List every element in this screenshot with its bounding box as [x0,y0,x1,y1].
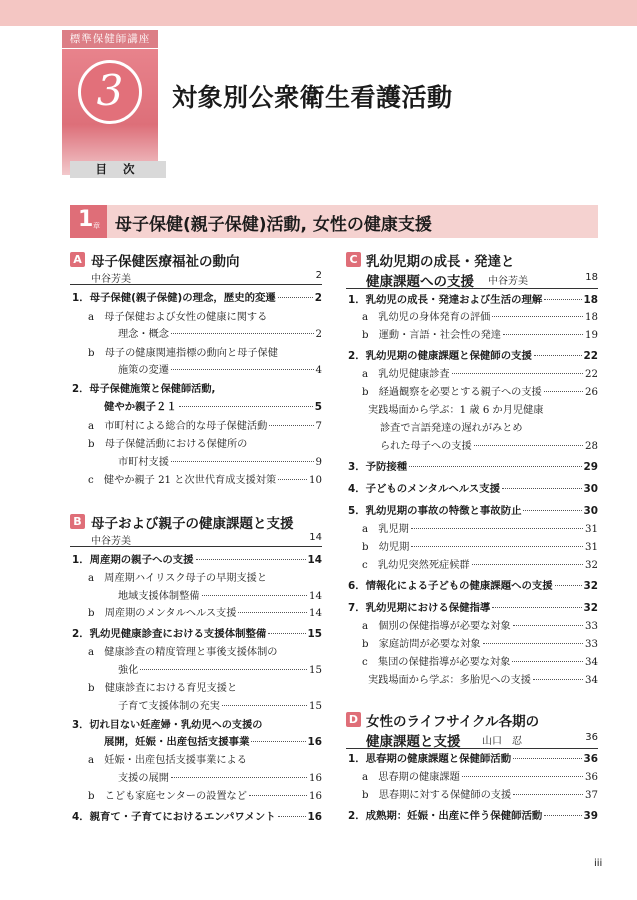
section-a-author: 中谷芳美 [91,274,131,285]
toc-entry[interactable] [118,363,322,378]
entry-text: a 市町村による総合的な母子保健活動 [88,421,268,432]
leader-dots [411,528,583,529]
entry-page: 10 [309,475,322,486]
leader-dots [512,661,583,662]
entry-page: 18 [583,294,598,306]
leader-dots [278,479,307,480]
leader-dots [171,369,314,370]
leader-dots [411,546,583,547]
entry-page: 34 [585,657,598,668]
entry-text: 1．思春期の健康課題と保健師活動 [348,753,512,765]
leader-dots [534,355,582,356]
entry-text: c 集団の保健指導が必要な対象 [362,657,511,668]
entry-page: 30 [583,505,598,517]
entry-page: 22 [583,350,598,362]
toc-entry[interactable] [348,482,598,497]
toc-entry[interactable] [88,419,322,434]
leader-dots [140,669,307,670]
section-d-title-line2: 健康課題と支援 [366,734,461,750]
section-c-title-line1: 乳幼児期の成長・発達と [366,254,515,270]
entry-page: 14 [307,554,322,566]
toc-entry-line: b 母子の健康関連指標の動向と母子保健 [88,348,278,359]
leader-dots [523,510,581,511]
leader-dots [171,461,314,462]
book-title: 対象別公衆衛生看護活動 [172,83,453,112]
entry-page: 31 [585,542,598,553]
toc-entry-line: 3．切れ目ない妊産婦・乳幼児への支援の [72,720,263,731]
leader-dots [171,333,314,334]
entry-text: 健やか親子２１ [104,401,177,413]
entry-page: 32 [583,602,598,614]
entry-page: 2 [315,329,322,340]
section-a-badge: A [70,252,85,267]
leader-dots [472,564,583,565]
toc-entry[interactable] [118,455,322,470]
toc-entry[interactable] [348,349,598,364]
leader-dots [268,633,305,634]
entry-text: a 乳幼児健康診査 [362,369,450,380]
section-d-badge: D [346,712,361,727]
page-folio: iii [594,858,603,869]
toc-entry[interactable] [348,293,598,308]
toc-entry[interactable] [104,735,322,750]
leader-dots [202,595,308,596]
entry-text: 4．親育て・子育てにおけるエンパワメント [72,811,276,823]
toc-entry[interactable] [380,439,598,454]
entry-page: 29 [583,461,598,473]
entry-text: b 思春期に対する保健師の支援 [362,790,512,801]
section-a-rule [70,284,322,285]
section-d-author: 山口 忍 [482,736,522,747]
toc-entry-line: a 健康診査の精度管理と事後支援体制の [88,647,278,658]
toc-entry[interactable] [118,663,322,678]
toc-entry[interactable] [88,606,322,621]
toc-entry[interactable] [118,771,322,786]
section-b-badge: B [70,514,85,529]
section-b-rule [70,546,322,547]
entry-text: 5．乳幼児期の事故の特徴と事故防止 [348,505,522,517]
entry-page: 2 [314,292,322,304]
toc-entry[interactable] [72,627,322,642]
toc-entry[interactable] [362,558,598,573]
section-c-badge: C [346,252,361,267]
entry-page: 28 [585,441,598,452]
entry-text: a 個別の保健指導が必要な対象 [362,621,511,632]
leader-dots [238,612,307,613]
toc-entry-line: b 健康診査における育児支援と [88,683,238,694]
leader-dots [555,585,582,586]
leader-dots [222,705,307,706]
entry-page: 26 [585,387,598,398]
leader-dots [492,607,581,608]
entry-page: 4 [315,365,322,376]
entry-text: b 運動・言語・社会性の発達 [362,330,501,341]
toc-entry-line: 診査で言語発達の遅れがみとめ [380,423,523,434]
leader-dots [179,406,313,407]
entry-page: 16 [307,811,322,823]
entry-text: 7．乳幼児期における保健指導 [348,602,491,614]
entry-text: 2．成熟期：妊娠・出産に伴う保健師活動 [348,810,543,822]
entry-text: 3．予防接種 [348,461,408,473]
entry-text: 1．母子保健(親子保健)の理念，歴史的変遷 [72,292,276,304]
entry-page: 16 [309,773,322,784]
entry-text: 1．乳幼児の成長・発達および生活の理解 [348,294,543,306]
entry-page: 19 [585,330,598,341]
toc-entry-line: a 母子保健および女性の健康に関する [88,312,268,323]
toc-entry[interactable] [348,601,598,616]
toc-entry[interactable] [362,310,598,325]
entry-page: 16 [309,791,322,802]
toc-entry[interactable] [88,789,322,804]
chapter-label: 章 [93,222,100,230]
leader-dots [278,297,313,298]
entry-text: b 経過観察を必要とする親子への支援 [362,387,542,398]
leader-dots [171,777,307,778]
section-a-page: 2 [315,270,322,281]
entry-page: 22 [585,369,598,380]
entry-text: 支援の展開 [118,773,169,784]
section-d-title-line1: 女性のライフサイクル各期の [366,714,540,730]
toc-entry[interactable] [118,327,322,342]
toc-entry[interactable] [88,473,322,488]
toc-entry[interactable] [72,810,322,825]
entry-text: 理念・概念 [118,329,169,340]
entry-text: 子育て支援体制の充実 [118,701,220,712]
section-d-rule [346,748,598,749]
entry-text: 1．周産期の親子への支援 [72,554,194,566]
leader-dots [278,816,306,817]
leader-dots [544,299,581,300]
entry-text: c 健やか親子 21 と次世代育成支援対策 [88,475,277,486]
toc-entry-line: b 母子保健活動における保健所の [88,439,248,450]
entry-text: 強化 [118,665,139,676]
leader-dots [544,815,581,816]
entry-page: 31 [585,524,598,535]
entry-text: b こども家庭センターの設置など [88,791,247,802]
toc-entry-line: a 妊娠・出産包括支援事業による [88,755,247,766]
toc-entry[interactable] [72,553,322,568]
entry-text: b 周産期のメンタルヘルス支援 [88,608,237,619]
toc-entry[interactable] [118,699,322,714]
leader-dots [474,445,583,446]
entry-page: 14 [309,591,322,602]
leader-dots [251,741,305,742]
toc-entry[interactable] [348,460,598,475]
entry-text: られた母子への支援 [380,441,472,452]
section-c-rule [346,288,598,289]
entry-page: 36 [585,772,598,783]
leader-dots [196,559,306,560]
entry-text: a 乳児期 [362,524,409,535]
entry-page: 39 [583,810,598,822]
toc-entry[interactable] [362,328,598,343]
section-b-title: 母子および親子の健康課題と支援 [91,516,294,532]
leader-dots [249,795,307,796]
entry-text: b 幼児期 [362,542,410,553]
toc-entry[interactable] [362,385,598,400]
entry-page: 37 [585,790,598,801]
entry-text: 施策の変遷 [118,365,169,376]
entry-page: 30 [583,483,598,495]
leader-dots [502,488,582,489]
leader-dots [462,776,583,777]
toc-entry[interactable] [72,291,322,306]
toc-entry[interactable] [362,367,598,382]
chapter-number-box [70,205,107,238]
toc-entry-line: 2．母子保健施策と保健師活動, [72,384,216,395]
toc-entry[interactable] [362,619,598,634]
leader-dots [269,425,313,426]
toc-entry[interactable] [362,522,598,537]
toc-entry[interactable] [348,579,598,594]
toc-entry[interactable] [362,637,598,652]
toc-entry[interactable] [368,673,598,688]
toc-entry-line: a 周産期ハイリスク母子の早期支援と [88,573,268,584]
entry-text: 実践場面から学ぶ：多胎児への支援 [368,675,531,686]
toc-entry[interactable] [348,504,598,519]
entry-text: 2．乳幼児健康診査における支援体制整備 [72,628,267,640]
section-b-page: 14 [309,532,322,543]
entry-page: 32 [583,580,598,592]
toc-entry[interactable] [104,400,322,415]
section-a-title: 母子保健医療福祉の動向 [91,254,240,270]
entry-page: 15 [309,701,322,712]
toc-entry[interactable] [362,655,598,670]
toc-entry[interactable] [348,809,598,824]
entry-page: 15 [307,628,322,640]
entry-page: 34 [585,675,598,686]
entry-text: 2．乳幼児期の健康課題と保健師の支援 [348,350,532,362]
entry-page: 16 [307,736,322,748]
entry-text: 市町村支援 [118,457,169,468]
entry-text: 展開，妊娠・出産包括支援事業 [104,736,250,748]
entry-text: a 乳幼児の身体発育の評価 [362,312,491,323]
leader-dots [533,679,583,680]
toc-entry[interactable] [348,752,598,767]
leader-dots [492,316,583,317]
entry-page: 9 [315,457,322,468]
entry-page: 32 [585,560,598,571]
top-band [0,0,637,26]
section-b-author: 中谷芳美 [91,536,131,547]
toc-entry[interactable] [362,788,598,803]
entry-page: 18 [585,312,598,323]
entry-page: 33 [585,621,598,632]
toc-label: 目 次 [70,161,166,178]
entry-page: 7 [315,421,322,432]
toc-entry-line: 実践場面から学ぶ：1 歳 6 か月児健康 [368,405,544,416]
entry-text: 4．子どものメンタルヘルス支援 [348,483,500,495]
chapter-number: 1 [78,207,94,232]
entry-page: 14 [309,608,322,619]
entry-text: b 家庭訪問が必要な対象 [362,639,481,650]
chapter-title: 母子保健(親子保健)活動, 女性の健康支援 [115,215,432,235]
leader-dots [544,391,583,392]
series-label: 標準保健師講座 [62,30,158,48]
entry-page: 36 [583,753,598,765]
entry-text: c 乳幼児突然死症候群 [362,560,470,571]
leader-dots [503,334,583,335]
toc-entry[interactable] [362,770,598,785]
volume-number: 3 [96,66,124,115]
entry-page: 5 [314,401,322,413]
leader-dots [452,373,583,374]
leader-dots [513,794,583,795]
entry-page: 15 [309,665,322,676]
entry-text: 6．情報化による子どもの健康課題への支援 [348,580,553,592]
leader-dots [513,758,581,759]
leader-dots [409,466,581,467]
entry-page: 33 [585,639,598,650]
leader-dots [483,643,583,644]
section-c-author: 中谷芳美 [488,276,528,287]
section-c-page: 18 [585,272,598,283]
entry-text: a 思春期の健康課題 [362,772,460,783]
toc-entry[interactable] [362,540,598,555]
toc-entry[interactable] [118,589,322,604]
leader-dots [513,625,583,626]
entry-text: 地域支援体制整備 [118,591,200,602]
section-c-title-line2: 健康課題への支援 [366,274,474,290]
section-d-page: 36 [585,732,598,743]
